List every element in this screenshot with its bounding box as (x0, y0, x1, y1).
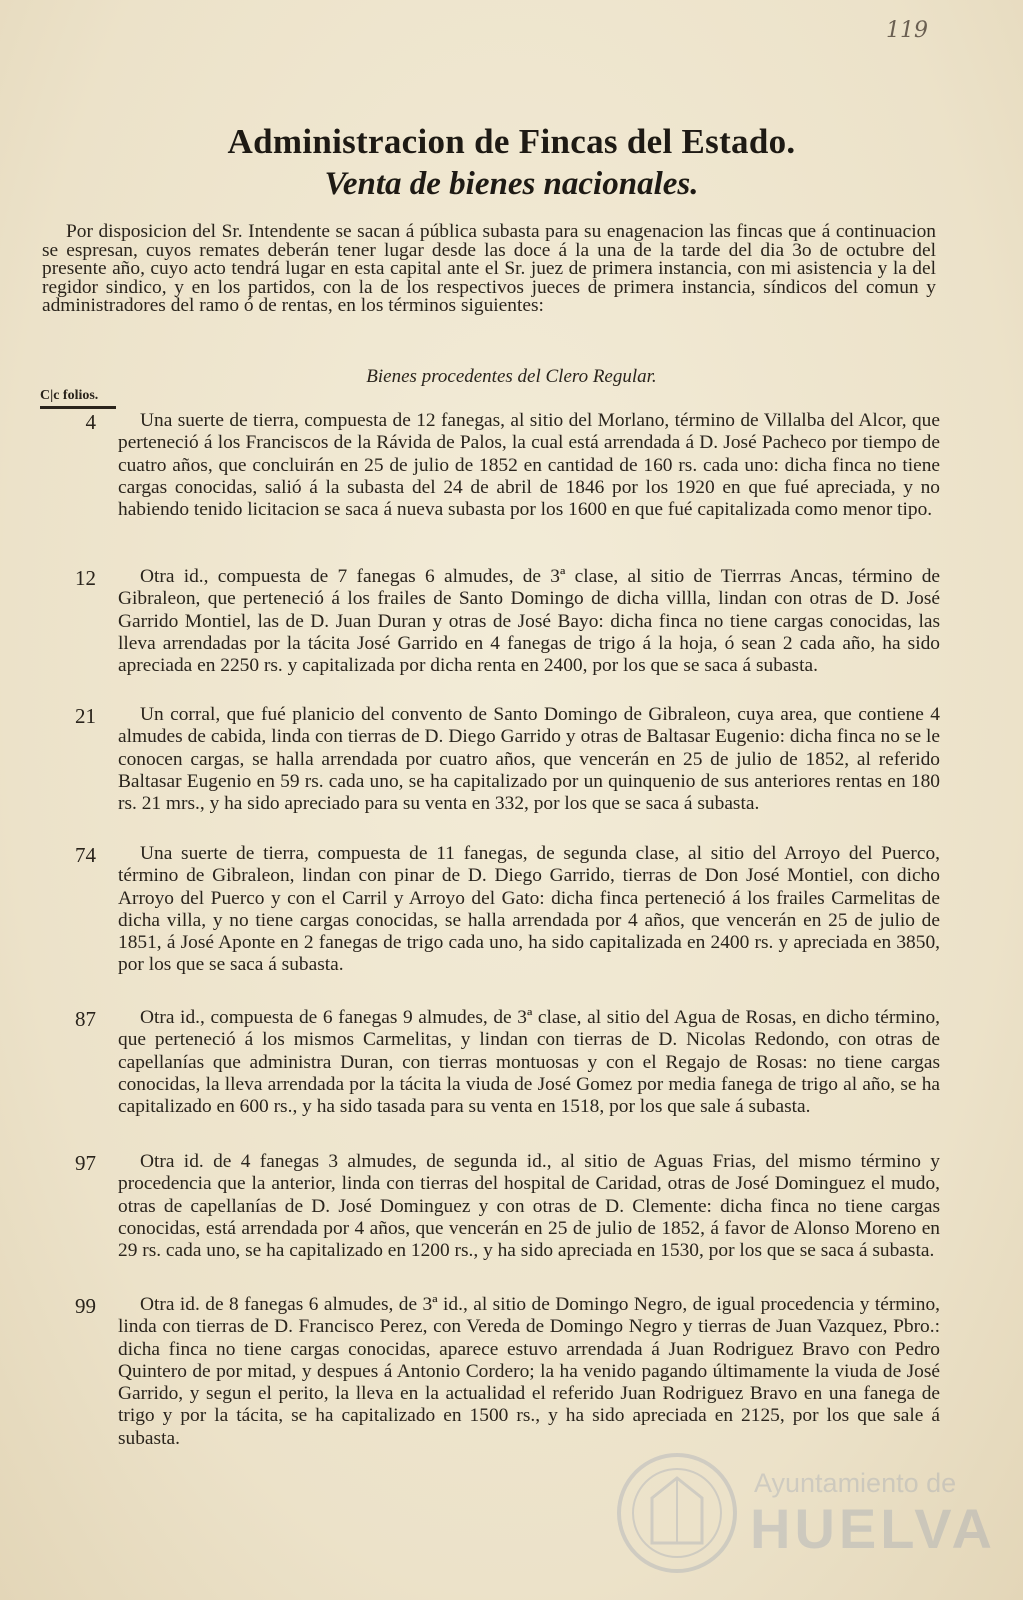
entry-folio-87 (40, 1007, 940, 1118)
entry-text: Otra id. de 4 fanegas 3 almudes, de segunda id., al sitio de Aguas Frias, del mismo término y procedencia que la anterior, linda con tierras del hospital de Caridad, otras de José Dominguez el mudo, otras de capellanías de D. José Dominguez y con otras de D. Clemente: dicha finca no tiene cargas conocidas, está arrendada por 4 años, que vencerán en 25 de julio de 1852, á favor de Alonso Moreno en 29 rs. cada uno, se ha capitalizado en 1200 rs., y ha sido apreciada en 1530, por los que se saca á subasta. (118, 1151, 940, 1262)
entry-text: Otra id., compuesta de 7 fanegas 6 almudes, de 3ª clase, al sitio de Tierrras Ancas, término de Gibraleon, que perteneció á los frailes de Santo Domingo de dicha villla, lindan con otras de D. José Garrido Montiel, las de D. Juan Duran y otras de José Bayo: dicha finca no tiene cargas conocidas, las lleva arrendadas por la tácita José Garrido en 4 fanegas de trigo á la hoja, ó sean 2 cada año, ha sido apreciada en 2250 rs. y capitalizada por dicha renta en 2400, por los que se saca á subasta. (118, 566, 940, 677)
entry-folio-number: 87 (75, 1007, 96, 1031)
entry-folio-number: 97 (75, 1151, 96, 1175)
city-seal-icon (612, 1448, 742, 1578)
entry-folio-97 (40, 1151, 940, 1262)
entry-text: Un corral, que fué planicio del convento de Santo Domingo de Gibraleon, cuya area, que contiene 4 almudes de cabida, linda con tierras de D. Diego Garrido y otras de Baltasar Eugenio: dicha finca no se le conocen cargas, se halla arrendada por cuatro años, que vencerán en 25 de julio de 1852, al referido Baltasar Eugenio en 59 rs. cada uno, se ha capitalizado por un quinquenio de sus anteriores rentas en 180 rs. 21 mrs., y ha sido apreciado para su venta en 332, por los que se saca á subasta. (118, 704, 940, 815)
entry-folio-number: 99 (75, 1294, 96, 1318)
entry-folio-21 (40, 704, 940, 815)
document-title: Administracion de Fincas del Estado. (227, 122, 796, 161)
page-number: 119 (886, 18, 928, 43)
entry-text: Una suerte de tierra, compuesta de 12 fanegas, al sitio del Morlano, término de Villalba del Alcor, que perteneció á los Franciscos de la Rávida de Palos, la cual está arrendada á D. José Pacheco por tiempo de cuatro años, que concluirán en 25 de julio de 1852 en cantidad de 160 rs. cada uno: dicha finca no tiene cargas conocidas, salió á la subasta del 24 de abril de 1846 por los 1920 en que fué apreciada, y no habiendo tenido licitacion se saca á nueva subasta por los 1600 en que fué capitalizada como menor tipo. (118, 410, 940, 521)
entry-folio-4 (40, 410, 940, 521)
entry-folio-99 (40, 1294, 940, 1450)
section-heading: Bienes procedentes del Clero Regular. (366, 366, 657, 387)
watermark-line-2: HUELVA (750, 1497, 996, 1560)
folios-column-label: C|c folios. (40, 388, 99, 403)
watermark-line-1: Ayuntamiento de (754, 1468, 957, 1498)
entry-folio-number: 21 (75, 704, 96, 728)
entry-folio-74 (40, 843, 940, 977)
entry-text: Otra id. de 8 fanegas 6 almudes, de 3ª id., al sitio de Domingo Negro, de igual procedencia y término, linda con tierras de D. Francisco Perez, con Vereda de Domingo Negro y tierras de Juan Vazquez, Pbro.: dicha finca no tiene cargas conocidas, aparece estuvo arrendada á Juan Rodriguez Bravo con Pedro Quintero de por mitad, y despues á Antonio Cordero; la ha venido pagando últimamente la viuda de José Garrido, y segun el perito, la lleva en la actualidad el referido Juan Rodriguez Bravo en una fanega de trigo y por la tácita, se ha capitalizado en 1500 rs., y ha sido apreciada en 2125, por los que sale á subasta. (118, 1294, 940, 1449)
entry-folio-number: 4 (85, 410, 96, 434)
archive-watermark (612, 1448, 996, 1578)
document-subtitle: Venta de bienes nacionales. (324, 166, 699, 202)
intro-paragraph: Por disposicion del Sr. Intendente se sacan á pública subasta para su enagenacion las fincas que á continuacion se espresan, cuyos remates deberán tener lugar desde las doce á la una de la tarde del dia 3o de octubre del presente año, cuyo acto tendrá lugar en esta capital ante el Sr. juez de primera instancia, con mi asistencia y la del regidor sindico, y en los partidos, con la de los respectivos jueces de primera instancia, síndicos del comun y administradores del ramo ó de rentas, en los términos siguientes: (42, 221, 936, 317)
entry-folio-number: 12 (75, 566, 96, 590)
entry-text: Otra id., compuesta de 6 fanegas 9 almudes, de 3ª clase, al sitio del Agua de Rosas, en dicho término, que perteneció á los mismos Carmelitas, y lindan con tierras de D. Nicolas Redondo, con otras de capellanías que administra Duran, con tierras montuosas y con el Regajo de Rosas: no tiene cargas conocidas, la lleva arrendada por la tácita la viuda de José Gomez por media fanega de trigo al año, se ha capitalizado en 600 rs., y ha sido tasada para su venta en 1518, por los que sale á subasta. (118, 1007, 940, 1118)
entry-text: Una suerte de tierra, compuesta de 11 fanegas, de segunda clase, al sitio del Arroyo del Puerco, término de Gibraleon, lindan con pinar de D. Diego Garrido, tierras de Don José Montiel, con dicho Arroyo del Puerco y con el Carril y Arroyo del Gato: dicha finca perteneció á los frailes Carmelitas de dicha villa, y no tiene cargas conocidas, se halla arrendada por 4 años, que vencerán en 25 de julio de 1851, á José Aponte en 2 fanegas de trigo cada uno, ha sido capitalizada en 2400 rs. y apreciada en 3850, por los que se saca á subasta. (118, 843, 940, 976)
folios-rule (40, 406, 116, 409)
entry-folio-12 (40, 566, 940, 677)
entry-folio-number: 74 (75, 843, 96, 867)
